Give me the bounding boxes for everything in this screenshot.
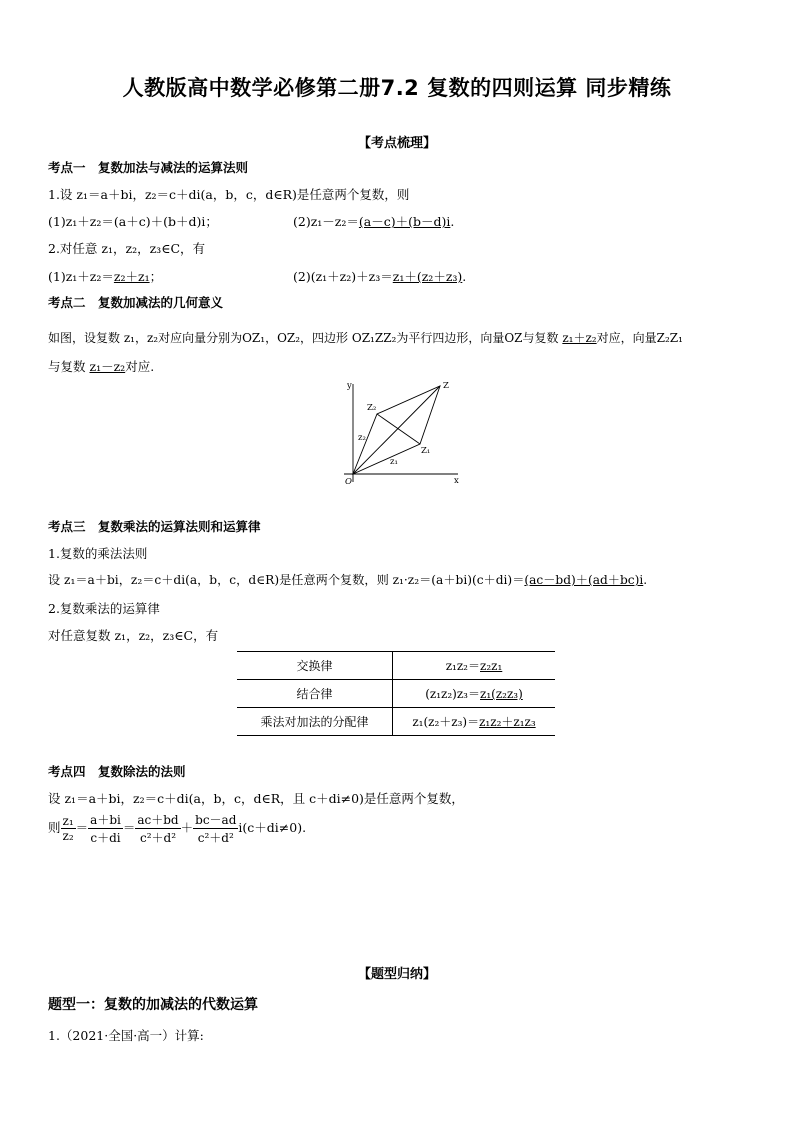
answer-blank: z₁－z₂ (89, 359, 126, 374)
point-z2-label: Z₂ (367, 403, 377, 413)
law-name: 乘法对加法的分配律 (237, 708, 393, 736)
origin-label: O (345, 477, 352, 486)
fraction: $\frac{\text{z₁}}{\text{z₂}}$ (62, 814, 74, 843)
y-axis-label: y (347, 381, 352, 391)
kd1-commutative: (1)z₁＋z₂＝z₂＋z₁； (48, 269, 163, 284)
answer-blank: (a－c)＋(b－d)i (358, 214, 451, 229)
key-point-3-heading: 考点三 复数乘法的运算法则和运算律 (48, 519, 261, 534)
key-point-1-heading: 考点一 复数加法与减法的运算法则 (48, 160, 249, 175)
fraction: $\frac{ac+bd}{\text{c²＋d²}}$ (137, 813, 179, 845)
key-point-4-heading: 考点四 复数除法的法则 (48, 764, 186, 779)
kd1-rule-sub: (2)z₁－z₂＝(a－c)＋(b－d)i. (293, 214, 455, 229)
kd1-line-3: 2.对任意 z₁，z₂，z₃∈C，有 (48, 241, 206, 256)
answer-blank: z₁z₂＋z₁z₃ (479, 715, 536, 729)
answer-blank: (ac－bd)＋(ad＋bc)i (524, 573, 644, 587)
kd2-line-1: 如图，设复数 z₁，z₂对应向量分别为OZ₁，OZ₂，四边形 OZ₁ZZ₂为平行四边形，向量OZ与复数 z₁＋z₂对应，向量Z₂Z₁ (48, 331, 683, 345)
fraction: $\frac{a+bi}{c+di}$ (90, 813, 121, 845)
table-row (237, 708, 555, 736)
diagonal-z2z1 (377, 414, 420, 444)
answer-blank: z₂z₁ (480, 659, 503, 673)
kd1-rule-add: (1)z₁＋z₂＝(a＋c)＋(b＋d)i； (48, 214, 218, 229)
question-type-1-heading: 题型一：复数的加减法的代数运算 (48, 997, 258, 1013)
law-formula: z₁z₂＝z₂z₁ (393, 652, 556, 680)
kd3-line-2: 设 z₁＝a＋bi，z₂＝c＋di(a，b，c，d∈R)是任意两个复数，则 z₁·z₂＝(a＋bi)(c＋di)＝(ac－bd)＋(ad＋bc)i. (48, 573, 648, 587)
table-row (237, 652, 555, 680)
section-heading-question-types: 【题型归纳】 (357, 967, 436, 982)
multiplication-laws-table (237, 651, 555, 736)
kd3-line-4: 对任意复数 z₁，z₂，z₃∈C，有 (48, 628, 219, 643)
fraction: $\frac{bc-ad}{\text{c²＋d²}}$ (195, 813, 237, 845)
page-title: 人教版高中数学必修第二册7.2 复数的四则运算 同步精练 (122, 76, 672, 100)
kd3-line-1: 1.复数的乘法法则 (48, 546, 148, 561)
vector-z1-label: z₁ (390, 457, 398, 467)
key-point-2-heading: 考点二 复数加减法的几何意义 (48, 295, 224, 310)
law-formula: z₁(z₂＋z₃)＝z₁z₂＋z₁z₃ (393, 708, 556, 736)
table-row (237, 680, 555, 708)
kd1-associative: (2)(z₁＋z₂)＋z₃＝z₁＋(z₂＋z₃). (293, 269, 467, 284)
x-axis-label: x (454, 476, 459, 486)
law-formula: (z₁z₂)z₃＝z₁(z₂z₃) (393, 680, 556, 708)
question-1: 1.（2021·全国·高一）计算: (48, 1028, 204, 1043)
answer-blank: z₁＋(z₂＋z₃) (392, 269, 463, 284)
vector-z2-label: z₂ (358, 433, 366, 443)
kd1-line-1: 1.设 z₁＝a＋bi，z₂＝c＋di(a，b，c，d∈R)是任意两个复数，则 (48, 187, 410, 202)
law-name: 结合律 (237, 680, 393, 708)
kd2-line-2: 与复数 z₁－z₂对应. (48, 359, 155, 374)
kd3-line-3: 2.复数乘法的运算律 (48, 601, 160, 616)
law-name: 交换律 (237, 652, 393, 680)
parallelogram-figure (330, 378, 470, 486)
section-heading-key-points: 【考点梳理】 (357, 136, 436, 151)
kd4-line-1: 设 z₁＝a＋bi，z₂＝c＋di(a，b，c，d∈R，且 c＋di≠0)是任意两个复数， (48, 791, 464, 806)
division-formula: 则 $\frac{\text{z₁}}{\text{z₂}}$ ＝ $\frac{a+bi}{c+di}$ ＝ $\frac{ac+bd}{\text{c²＋d²}}$ ＋ $\frac{bc-ad}{\text{c²＋d²}}$ i(c＋di≠0). (48, 813, 307, 845)
answer-blank: z₁＋z₂ (562, 331, 597, 345)
answer-blank: z₁(z₂z₃) (480, 687, 523, 701)
point-z1-label: Z₁ (421, 446, 431, 456)
answer-blank: z₂＋z₁ (113, 269, 150, 284)
point-z-label: Z (443, 381, 449, 391)
